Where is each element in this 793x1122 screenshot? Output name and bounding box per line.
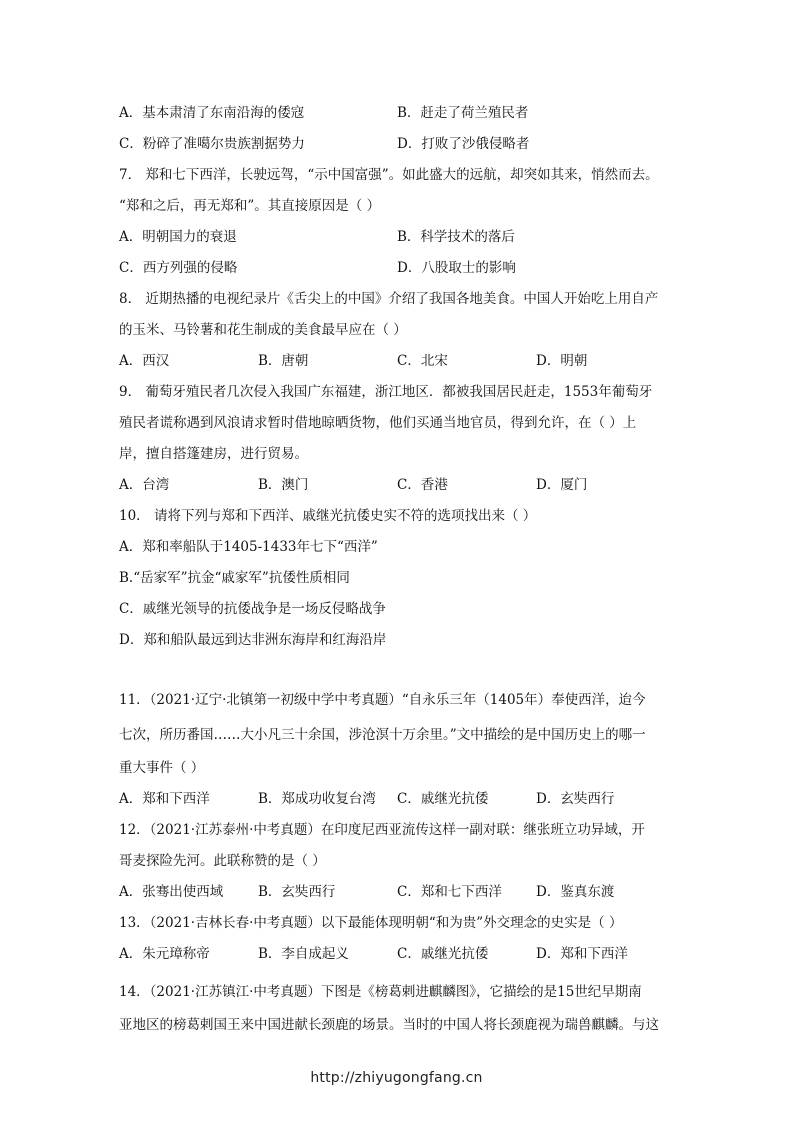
question-9-stem-line-3: 岸，擅自搭篷建房，进行贸易。 [119,446,308,462]
question-13-stem: 13．（2021·吉林长春·中考真题）以下最能体现明朝“和为贵”外交理念的史实是（ ） [119,915,623,931]
option-b: B．科学技术的落后 [397,229,515,245]
question-7-stem-line-1: 7． 郑和七下西洋，长驶远驾，“示中国富强”。如此盛大的远航，却突如其来，悄然而去。 [119,167,659,183]
option-d: D．鉴真东渡 [536,884,615,900]
question-12-stem-line-1: 12．（2021·江苏泰州·中考真题）在印度尼西亚流传这样一副对联：继张班立功异域，开 [119,822,645,838]
question-11-stem-line-3: 重大事件（ ） [119,760,205,776]
question-8-stem-line-2: 的玉米、马铃薯和花生制成的美食最早应在（ ） [119,322,407,338]
question-9-stem-line-2: 殖民者谎称遇到风浪请求暂时借地晾晒货物，他们买通当地官员，得到允许，在（ ）上 [119,415,637,431]
option-a: A．台湾 [119,477,170,493]
option-a: A．张骞出使西域 [119,884,224,900]
option-a: A．郑和率船队于1405-1433年七下“西洋” [119,539,378,555]
option-d: D．郑和下西洋 [536,946,628,962]
option-c: C．戚继光抗倭 [397,946,489,962]
option-d: D．明朝 [536,353,588,369]
option-d: D．玄奘西行 [536,791,615,807]
question-11-stem-line-2: 七次，所历番国……大小凡三十余国，涉沧溟十万余里。”文中描绘的是中国历史上的哪一 [119,727,646,743]
option-b: B．澳门 [258,477,309,493]
option-c: C．郑和七下西洋 [397,884,502,900]
question-8-stem-line-1: 8． 近期热播的电视纪录片《舌尖上的中国》介绍了我国各地美食。中国人开始吃上用自产 [119,291,659,307]
option-c: C．北宋 [397,353,448,369]
question-10-stem: 10． 请将下列与郑和下西洋、戚继光抗倭史实不符的选项找出来（ ） [119,508,537,524]
option-a: A．郑和下西洋 [119,791,210,807]
option-b: B．赶走了荷兰殖民者 [397,105,529,121]
question-12-stem-line-2: 哥麦探险先河。此联称赞的是（ ） [119,853,326,869]
option-c: C．香港 [397,477,448,493]
question-11-stem-line-1: 11．（2021·辽宁·北镇第一初级中学中考真题）“自永乐三年（1405年）奉使西洋，迨今 [119,692,646,708]
option-d: D．打败了沙俄侵略者 [397,136,530,152]
option-b: B．唐朝 [258,353,309,369]
option-b: B．李自成起义 [258,946,349,962]
option-a: A．西汉 [119,353,170,369]
option-d: D．郑和船队最远到达非洲东海岸和红海沿岸 [119,632,387,648]
question-14-stem-line-1: 14．（2021·江苏镇江·中考真题）下图是《榜葛剌进麒麟图》，它描绘的是15世纪早期南 [119,984,642,1000]
option-b: B．郑成功收复台湾 [258,791,376,807]
option-c: C．西方列强的侵略 [119,260,238,276]
option-b: B.“岳家军”抗金“戚家军”抗倭性质相同 [119,570,350,586]
option-c: C．戚继光领导的抗倭战争是一场反侵略战争 [119,601,386,617]
option-d: D．厦门 [536,477,588,493]
option-c: C．粉碎了准噶尔贵族割据势力 [119,136,305,152]
option-b: B．玄奘西行 [258,884,336,900]
option-a: A．明朝国力的衰退 [119,229,237,245]
option-d: D．八股取士的影响 [397,260,516,276]
question-14-stem-line-2: 亚地区的榜葛剌国王来中国进献长颈鹿的场景。当时的中国人将长颈鹿视为瑞兽麒麟。与这 [119,1017,659,1033]
option-a: A．朱元璋称帝 [119,946,210,962]
footer-url: http://zhiyugongfang.cn [310,1070,483,1086]
option-a: A．基本肃清了东南沿海的倭寇 [119,105,305,121]
question-9-stem-line-1: 9． 葡萄牙殖民者几次侵入我国广东福建，浙江地区．都被我国居民赶走，1553年葡萄牙 [119,384,653,400]
option-c: C．戚继光抗倭 [397,791,489,807]
question-7-stem-line-2: “郑和之后，再无郑和”。其直接原因是（ ） [119,198,381,214]
